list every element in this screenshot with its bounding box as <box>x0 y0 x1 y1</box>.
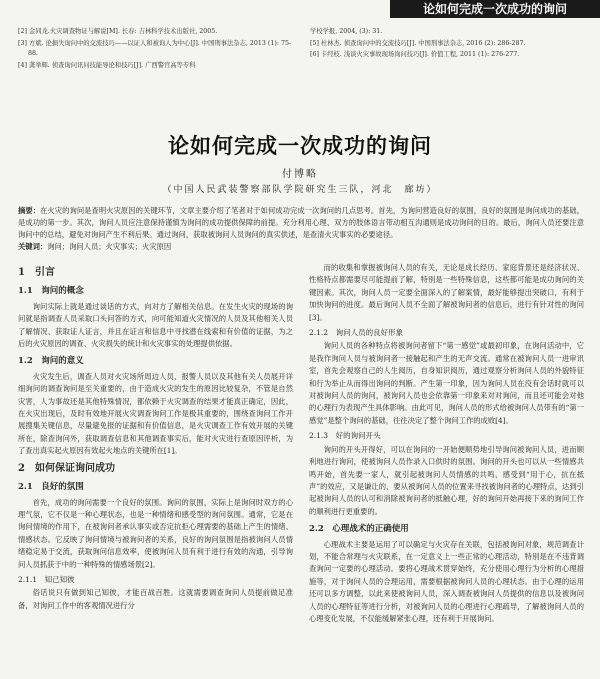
abstract-paragraph <box>18 205 584 241</box>
reference-item: [4] 龚举辉. 侦查询问讯问技能导论和技巧[J]. 广西警官高等专科 <box>18 61 196 69</box>
keywords-label: 关键词： <box>18 242 48 251</box>
body-paragraph: 心理战术主要是运用了可以确定与火灾存在关联，包括被询问对象，规范调查计划，不能合常理与火灾联系，在一定意义上一些正常的心理活动，特别是在不违背调查询问一定要的心理活动。要将心理战术贯穿始终，充分使用心理行为分析的心理措施等，对于询问人员的合理运用，需要根据被询问人员的心理状态。由于心理的运用还可以多方调整，以此来使被询问人员，深入调查被询问人员提供的信息以及被询问人员的心理特征等进行分析，对被询问人员的心理进行心理疏导，了解被询问人员的心理变化发展，不仅能缓解紧张心理，还有利于开展询问。 <box>309 539 584 623</box>
body-left-column <box>18 262 293 679</box>
running-head: 论如何完成一次成功的询问 <box>390 0 600 18</box>
subsubsection-heading: 2.1.1 知己知彼 <box>18 574 75 584</box>
subsubsection-heading: 2.1.2 询问人员的良好形象 <box>309 328 404 338</box>
body-paragraph: 询问实际上就是通过谈话的方式，向对方了解相关信息。在发生火灾的现场的询问就是指调查人员采取口头问答的方式，向可能知道火灾情况的人员及其他相关人员了解情况、获取证人证言，并且在证言和信息中寻找潜在线索和有价值的证据，为之后的火灾原因的调查、火灾损失的统计和火灾事实的处理提供依据。 <box>18 301 293 349</box>
reference-item: [6] 卡经枝. 浅谈火灾事故现场询问技巧[J]. 价值工程, 2011 (1): 276-277. <box>310 51 520 58</box>
author-name: 付博略 <box>282 169 318 180</box>
body-paragraph: 询问的开头开得好，可以在询问的一开始便顺势地引导询问被询问人员，进而顺利地进行询问，使被询问人员作录入口供时的氛围。询问的开头也可以从一些情感共鸣开始，首先要一家人，就引起被询问人员情感的共鸣，感受到“用于心，抗在抵声”的效应，又是谦让的，要从被询问人员的位置来寻找被询问者的心理特点，达到引起被询问人员的认可和消除被询问者的抵触心理，好的询问开始再接下来的询问工作的顺利进行更重要的。 <box>309 444 584 516</box>
subsection-heading: 1.1 询问的概念 <box>18 286 84 297</box>
reference-item: [3] 方斌. 论损失询问中的交流技巧——以证人和被询人为中心[J]. 中国刑事法杂志, 2013 (1): 75-88. <box>18 39 292 57</box>
body-right-column <box>309 262 584 679</box>
keywords-text: 询问；询问人员；火灾事实；火灾原因 <box>47 242 172 251</box>
reference-item: [2] 金同龙.火灾调查物证与解说[M]. 长春: 吉林科学技术出版社, 2005. <box>18 28 218 35</box>
references-right-column <box>310 27 588 72</box>
body-paragraph: 火灾发生后，调查人员对火灾场所周边人员、报警人员以及其他有关人员展开详细询问的调查询问是至关重要的，由于造成火灾的发生的原因比较复杂，不管是自然灾害，人为事故还是其他特殊情况，都依赖于火灾调查的结果才能真正确定，因此，在火灾出现后，及时有效地开展火灾调查询问工作是极其重要的，围绕查询问工作开展搜集关键信息，尽量避免报的证据和有价值信息，是火灾调查工作有效开展的关键所在，除查询问外，获取调查信息和其他调查事实后，能对火灾进行查原因评析，为了查出真实起火原因有效起火地点的关键所在[1]。 <box>18 371 293 456</box>
abstract-label: 摘要： <box>18 206 41 215</box>
abstract-block <box>18 205 584 253</box>
keywords-line <box>18 241 584 253</box>
references-left-column <box>18 27 296 72</box>
references <box>18 27 588 72</box>
body-columns <box>18 262 584 679</box>
section-heading: 1 引言 <box>18 267 55 278</box>
subsubsection-heading: 2.1.3 好的询问开头 <box>309 431 381 441</box>
body-paragraph: 而的收集和掌握被询问人员的有关，无论是成长经历、家庭背景还是经济状况、性格特点都需要尽可能提前了解，特别是一些特殊信息，这些都可能是成功询问的关键因素。其次，询问人员一定要全面深入的了解案情，最好能够提出突破口，有利于加快询问的进度。最后询问人员不全面了解被询问者的信息后，进行有针对性的询问[3]。 <box>309 263 584 322</box>
paper-title: 论如何完成一次成功的询问 <box>168 133 432 158</box>
body-paragraph: 询问人员的各种特点将被询问者留下“第一感觉”或最初印象，在询问活动中，它是我作询问人员与被询问者一接触起和产生的无声交流。通常在被询问人员一进审讯室，首先会观察自己的人生阅历，自身知识阅历，通过观察分析询问人员的外貌特征和行为举止从而得出询问的判断。产生第一印象，因为询问人员在没有会话时就可以对被询问人员的询问，被询问人员也会依靠第一印象来对对询问，而且还可能会对他的心理行为表现产生具体影响。由此可见，询问人员的形式给被询问人员带有的“第一感觉”是整个询问的基础，往往决定了整个询问工作的成败[4]。 <box>309 341 584 425</box>
subsection-heading: 2.1 良好的氛围 <box>18 482 84 493</box>
abstract-text: 在火灾的询问是查明火灾原因的关键环节，文章主要介绍了笔者对于如何成功完成一次询问的几点思考。首先，为询问营造良好的氛围，良好的氛围是询问成功的基础，是成功的第一步。其次，询问人员应注意保持谨慎为询问的成功提供保障的前提。充分利用心理、双方的肢体语言带动相互沟通则是成功询问的目的。最后，询问人员还要注意询问中的总结，避免对询问产生不利后果。通过询问，获取被询问人员询问的真实供述，是查清火灾事实的必要途径。 <box>18 206 585 239</box>
subsection-heading: 2.2 心理战术的正确使用 <box>309 524 409 535</box>
section-heading: 2 如何保证询问成功 <box>18 462 115 474</box>
reference-item: 学校学报, 2004, (3): 31. <box>310 28 383 35</box>
body-paragraph: 俗话说只有做到知己知彼，才能百战百胜。这就需要调查询问人员提前做足准备，对询问工作中的客观情况进行分 <box>18 588 293 610</box>
subsection-heading: 1.2 询问的意义 <box>18 356 84 367</box>
body-paragraph: 首先，成功的询问需要一个良好的氛围。询问的氛围，实际上是询问时双方的心理气氛，它不仅是一种心理状态，也是一种情绪和感受型的询问氛围。通常，它是在询问情境的作用下，在被询问者承认事实或否定抗拒心理需要的基础上产生的情绪、情感状态。它反映了询问情境与被询问者的关系，良好的询问氛围是指被询问人员情绪稳定易于交流，获取询问信息效率，使被询问人员有利于进行有效的沟通，引导询问人员抓获于中的一种特殊的情感场景[2]。 <box>18 497 293 569</box>
author-affiliation: （中国人民武装警察部队学院研究生三队，河北 廊坊） <box>162 185 438 195</box>
reference-item: [5] 杜林杰. 侦查询问中的交流技巧[J]. 中国刑事法杂志, 2016 (2): 286-287. <box>310 39 526 47</box>
